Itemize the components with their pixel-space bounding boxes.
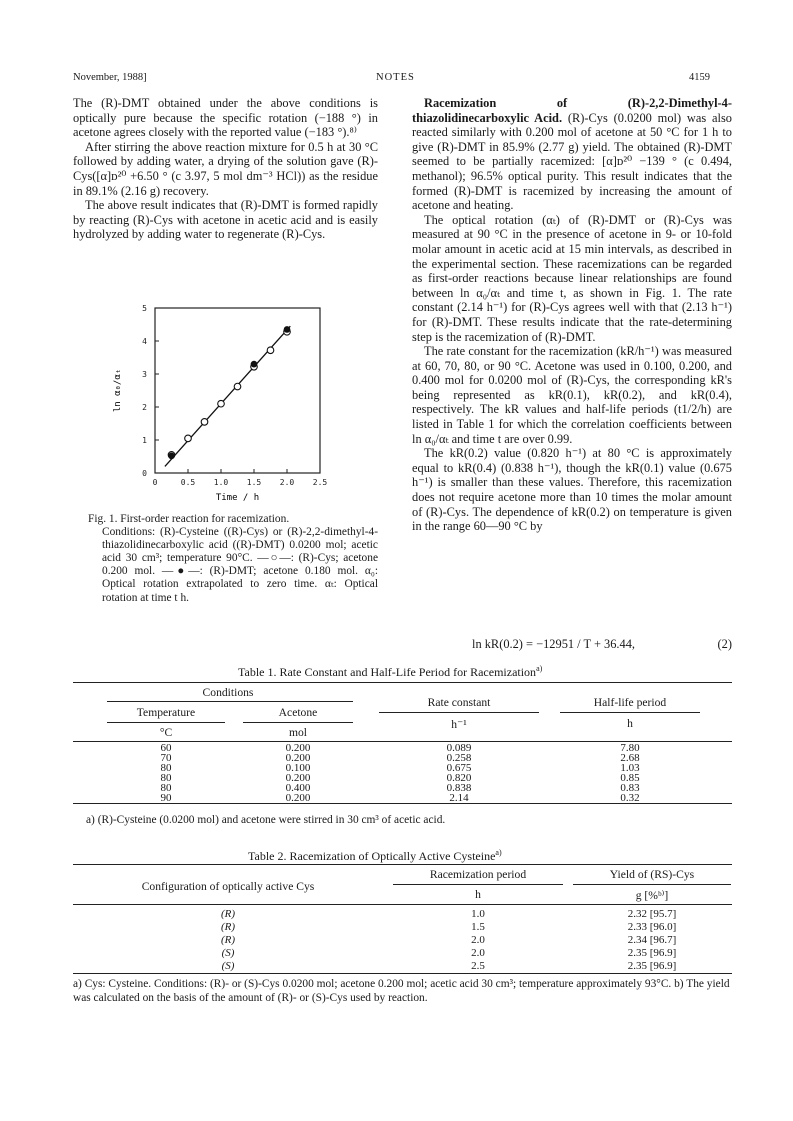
table-header: Configuration of optically active Cys [141,880,315,893]
equation-number: (2) [717,637,732,651]
y-tick-label: 4 [142,337,147,346]
paragraph: The rate constant for the racemization (kR/h⁻¹) was measured at 60, 70, 80, or 90 °C. Acetone was used in 0.100, 0.200, and 0.400 mol for 0.0200 mol of (R)-Cys, the corresponding kR's being represented as kR(0.1), kR(0.2), and kR(0.4), respectively. The kR values and half-life periods (t1/2/h) are listed in Table 1 for which the correlation coefficients between ln α₀/αₜ and time t are over 0.99. [412,344,732,446]
table-unit: h⁻¹ [451,718,467,731]
table-unit: °C [159,726,173,739]
x-tick-label: 1.5 [246,478,262,487]
table-cell: (R) [220,908,236,920]
y-tick-label: 1 [142,436,147,445]
figure-1-chart [110,300,350,510]
table-cell: 1.03 [620,762,640,774]
table-cell: 0.200 [285,742,311,754]
paragraph: The optical rotation (αₜ) of (R)-DMT or (R)-Cys was measured at 90 °C in the presence of acetone in 9- or 10-fold molar amount in acetic acid at 15 min intervals, as described in the experimental section. These racemizations can be regarded as first-order reactions because linear relationships are found between ln α₀/αₜ and time t, as shown in Fig. 1. The rate constant (2.14 h⁻¹) for (R)-Cys agrees well with that (2.13 h⁻¹) for (R)-DMT. These results indicate that the rate-determining step is the racemization of (R)-DMT. [412,212,732,344]
plot-frame [155,308,320,473]
paragraph: The above result indicates that (R)-DMT is formed rapidly by reacting (R)-Cys with acetone in acetic acid and is easily hydrolyzed by adding water to regenerate (R)-Cys. [73,198,378,242]
table-cell: (S) [221,960,235,972]
table-cell: 2.68 [620,752,640,764]
table-2-caption: Table 2. Racemization of Optically Active Cysteine$^{a)}$ [248,848,502,863]
table-cell: 0.200 [285,752,311,764]
table-cell: 2.5 [471,960,485,972]
y-tick-label: 2 [142,403,147,412]
table-unit: mol [288,726,308,739]
table-cell: 2.34 [96.7] [627,934,677,946]
paragraph: After stirring the above reaction mixture for 0.5 h at 30 °C followed by adding water, a drying of the solution gave (R)-Cys([α]ᴅ²⁰ +6.50 ° (c 3.97, 5 mol dm⁻³ HCl)) as the residue in 89.1% (2.16 g) recovery. [73,139,378,198]
equation-text: ln kR(0.2) = −12951 / T + 36.44, [472,637,636,651]
table-cell: (R) [220,921,236,933]
data-point-cys [267,347,274,354]
table-2 [73,864,732,974]
page-number: 4159 [689,72,710,83]
table-1-caption: Table 1. Rate Constant and Half-Life Period for Racemization$^{a)}$ [238,664,543,679]
left-column [73,96,378,242]
table-cell: 0.100 [285,762,311,774]
table-unit: h [475,888,481,901]
table-cell: 0.400 [285,782,311,794]
chart-ticks [142,304,327,487]
data-point-dmt [169,453,175,459]
table-header: Racemization period [429,868,527,881]
table-cell: 2.33 [96.0] [627,921,677,933]
table-cell: 0.200 [285,792,311,804]
table-header: Temperature [136,706,196,719]
y-tick-label: 5 [142,304,147,313]
x-tick-label: 2.0 [279,478,295,487]
table-cell: 80 [160,782,172,794]
table-cell: (S) [221,947,235,959]
figure-caption-title: Fig. 1. First-order reaction for racemization. [88,513,290,525]
table-cell: 0.32 [620,792,640,804]
running-header-date: November, 1988] [73,72,147,83]
table-cell: 80 [160,772,172,784]
paragraph: (R)-Cys (0.0200 mol) was also reacted similarly with 0.200 mol of acetone at 50 °C for 1 h to give (R)-DMT in 85.9% (2.77 g) yield. The obtained (R)-DMT seemed to be partially racemized: [α]ᴅ²⁰ −139 ° (c 0.494, methanol); 96.5% optical purity. This result indicates that the formed (R)-DMT is racemized by increasing the amount of acetone and heating. [412,110,732,213]
table-cell: (R) [220,934,236,946]
table-cell: 2.32 [95.7] [627,908,677,920]
table-unit: h [627,717,633,730]
x-tick-label: 0 [152,478,158,487]
table-header: Yield of (RS)-Cys [609,868,695,881]
section-heading: Racemization of (R)-2,2-Dimethyl-4-thiazolidinecarboxylic Acid. [412,96,732,125]
x-tick-label: 2.5 [312,478,328,487]
right-column [412,96,732,534]
table-1 [73,682,732,804]
table-cell: 0.85 [620,772,640,784]
x-tick-label: 1.0 [213,478,229,487]
table-cell: 2.35 [96.9] [627,947,677,959]
data-point-cys [218,400,225,407]
table-cell: 60 [160,742,172,754]
data-point-dmt [251,361,257,367]
table-cell: 0.820 [446,772,472,784]
table-cell: 2.35 [96.9] [627,960,677,972]
table-1-footnote: a) (R)-Cysteine (0.0200 mol) and acetone were stirred in 30 cm³ of acetic acid. [86,814,446,826]
paragraph: The (R)-DMT obtained under the above conditions is optically pure because the specific rotation (−188 °) in acetone agrees closely with the reported value (−183 °).⁸⁾ [73,96,378,140]
table-cell: 7.80 [620,742,640,754]
table-cell: 80 [160,762,172,774]
table-cell: 2.0 [471,934,485,946]
figure-caption [88,513,378,605]
table-header: Conditions [202,686,254,699]
table-cell: 1.5 [471,921,485,933]
table-2-footnote: a) Cys: Cysteine. Conditions: (R)- or (S)-Cys 0.0200 mol; acetone 0.200 mol; acetic acid 30 cm³; temperature approximately 93°C. b) The yield was calculated on the basis of the amount of (R)- or (S)-Cys used by reaction. [73,978,730,1004]
table-cell: 0.675 [446,762,472,774]
table-unit: g [%ᵇ⁾] [635,889,669,902]
table-cell: 0.838 [446,782,472,794]
y-tick-label: 0 [142,469,147,478]
data-point-cys [185,435,192,442]
table-cell: 90 [160,792,172,804]
x-axis-label: Time / h [215,493,260,503]
data-point-dmt [284,327,290,333]
chart-axes [155,308,320,473]
figure-caption-body: Conditions: (R)-Cysteine ((R)-Cys) or (R)-2,2-dimethyl-4-thiazolidinecarboxylic acid ((R)-DMT) 0.0200 mol; acetic acid 30 cm³; temperature 90°C. —○—: (R)-Cys; acetone 0.200 mol. —●—: (R)-DMT; acetone 0.180 mol. α₀: Optical rotation extrapolated to zero time. αₜ: Optical rotation at time t h. [102,526,378,604]
data-point-cys [234,383,241,390]
table-cell: 70 [160,752,172,764]
table-cell: 0.83 [620,782,640,794]
table-cell: 0.200 [285,772,311,784]
table-cell: 0.258 [446,752,472,764]
y-tick-label: 3 [142,370,147,379]
x-tick-label: 0.5 [180,478,196,487]
table-header: Acetone [278,706,318,719]
y-axis-label: ln α₀/αₜ [113,368,123,413]
table-cell: 1.0 [471,908,485,920]
table-cell: 0.089 [446,742,472,754]
paragraph: The kR(0.2) value (0.820 h⁻¹) at 80 °C is approximately equal to kR(0.4) (0.838 h⁻¹), though the kR(0.1) value (0.675 h⁻¹) is smaller than these values. Therefore, this racemization does not require acetone more than 10 times the molar amount of (R)-Cys. The dependence of kR(0.2) on temperature is given in the range 60—90 °C by [412,446,732,534]
table-header: Half-life period [593,696,667,709]
table-header: Rate constant [427,696,491,709]
running-header-section: NOTES [376,72,415,83]
data-point-cys [201,419,208,426]
table-cell: 2.14 [449,792,469,804]
table-cell: 2.0 [471,947,485,959]
